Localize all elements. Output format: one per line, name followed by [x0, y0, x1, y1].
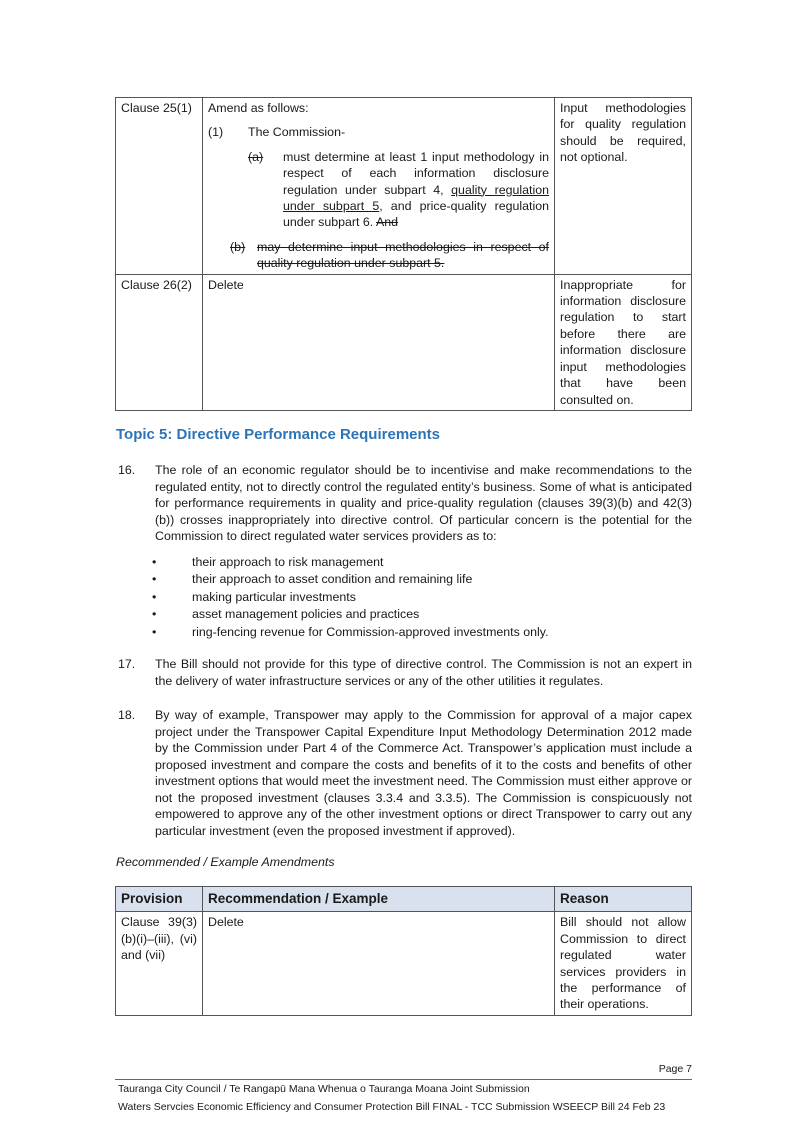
reason-cell: Bill should not allow Commission to direct regulated water services providers in the performance of their operations. [555, 912, 692, 1015]
paragraph-number: 18. [118, 708, 136, 722]
paragraph-number: 17. [118, 657, 136, 671]
table-row [116, 274, 692, 410]
paragraph-b-label: (b) [230, 239, 246, 254]
amend-intro: Amend as follows: [208, 101, 309, 115]
paragraph-number: 16. [118, 463, 136, 477]
bullet-icon: • [152, 589, 157, 604]
paragraph-a [208, 149, 549, 231]
inserted-text: quality regulation under subpart 5 [283, 182, 549, 214]
provision-cell: Clause 39(3)(b)(i)–(iii), (vi) and (vii) [116, 912, 203, 1015]
table-header-row [116, 887, 692, 912]
reason-cell: Inappropriate for information disclosure regulation to start before there are information disclosure input methodologies that have been consulted on. [555, 274, 692, 410]
column-header-reason: Reason [555, 887, 692, 912]
column-header-recommendation: Recommendation / Example [203, 887, 555, 912]
paragraph-text: The Bill should not provide for this type of directive control. The Commission is not an expert in the delivery of water infrastructure services or any of the other utilities it regulates. [155, 657, 692, 688]
table-row [116, 912, 692, 1015]
footer-divider [115, 1079, 692, 1080]
subclause-1 [208, 124, 549, 140]
list-item: • ring-fencing revenue for Commission-approved investments only. [150, 624, 549, 641]
table-row [116, 98, 692, 275]
list-item: • asset management policies and practices [150, 606, 549, 623]
recommendation-cell: Delete [203, 912, 555, 1015]
recommended-amendments-label: Recommended / Example Amendments [116, 855, 335, 869]
list-item: • their approach to risk management [150, 554, 549, 571]
page-number: Page 7 [658, 1063, 692, 1075]
amendment-cell [203, 98, 555, 275]
paragraph-a-text [283, 149, 549, 231]
list-item: • their approach to asset condition and remaining life [150, 571, 549, 588]
deleted-text-and: And [376, 215, 399, 230]
paragraph-18 [118, 707, 692, 839]
column-header-provision: Provision [116, 887, 203, 912]
recommendations-table [115, 886, 692, 1016]
bullet-icon: • [152, 607, 157, 622]
paragraph-text: By way of example, Transpower may apply to the Commission for approval of a major capex project under the Transpower Capital Expenditure Input Methodology Determination 2012 made by the Commission under Part 4 of the Commerce Act. Transpower’s application must include a proposed investment and compare the costs and benefits of it to the costs and benefits of other investment options that would meet the investment need. The Commission must either approve or not the proposed investment (clauses 3.3.4 and 3.3.5). The Commission is conspicuously not empowered to approve any of the other investment options or direct Transpower to carry out any particular investment (even the proposed investment if approved). [155, 708, 692, 838]
paragraph-17 [118, 656, 692, 689]
section-heading: Topic 5: Directive Performance Requirements [116, 426, 440, 443]
reason-cell: Input methodologies for quality regulation should be required, not optional. [555, 98, 692, 275]
directive-bullet-list [150, 554, 549, 641]
subclause-text: The Commission- [248, 125, 346, 140]
footer-line-2: Waters Servcies Economic Efficiency and Consumer Protection Bill FINAL - TCC Submission WSEECP Bill 24 Feb 23 [118, 1101, 666, 1113]
subclause-number: (1) [208, 125, 224, 140]
paragraph-b-text: may determine input methodologies in respect of quality regulation under subpart 5. [257, 239, 549, 271]
paragraph-b [208, 239, 549, 272]
paragraph-a-label: (a) [248, 149, 264, 164]
footer-line-1: Tauranga City Council / Te Rangapū Mana Whenua o Tauranga Moana Joint Submission [118, 1083, 530, 1095]
paragraph-16 [118, 462, 692, 545]
amendments-table-continued [115, 97, 692, 411]
list-item: • making particular investments [150, 589, 549, 606]
paragraph-text: The role of an economic regulator should be to incentivise and make recommendations to the regulated entity, not to directly control the regulated entity’s business. Some of what is anticipated for performance requirements in quality and price-quality regulation (clauses 39(3)(b) and 42(3)(b)) crosses inappropriately into directive control. Of particular concern is the potential for the Commission to direct regulated water services providers as to: [155, 463, 692, 543]
paragraph-a-text-1: must determine at least 1 input methodology in respect of each information disclosure regulation under subpart 4, [283, 149, 549, 197]
bullet-icon: • [152, 624, 157, 639]
amendment-cell: Delete [203, 274, 555, 410]
paragraph-a-text-2: , and price-quality regulation under subpart 6. [283, 199, 550, 230]
bullet-icon: • [152, 572, 157, 587]
clause-cell: Clause 26(2) [116, 274, 203, 410]
bullet-icon: • [152, 555, 157, 569]
clause-cell: Clause 25(1) [116, 98, 203, 275]
